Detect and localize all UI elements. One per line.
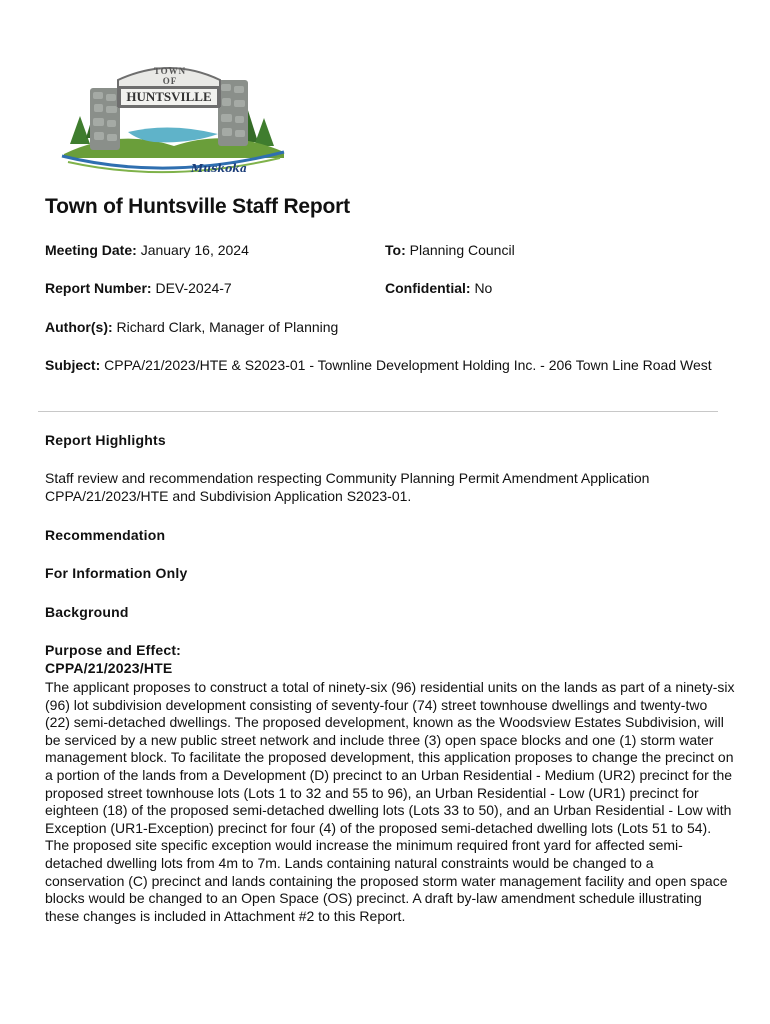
logo-top-text: TOWN OF <box>153 66 187 86</box>
confidential <box>385 279 492 297</box>
purpose-text: The applicant proposes to construct a total of ninety-six (96) residential units on the lands as part of a ninety-six (96) lot subdivision development consisting of seventy-four (74) street townhouse dwellings and twenty-two (22) semi-detached dwellings. The proposed development, known as the Woodsview Estates Subdivision, will be serviced by a new public street network and include three (3) open space blocks and one (1) storm water management block. To facilitate the proposed development, this application proposes to change the precinct on a portion of the lands from a Development (D) precinct to an Urban Residential - Medium (UR2) precinct for the proposed street townhouse lots (Lots 1 to 32 and 55 to 96), an Urban Residential - Low (UR1) precinct for eighteen (18) of the proposed semi-detached dwelling lots (Lots 33 to 50), and an Urban Residential - Low with Exception (UR1-Exception) precinct for four (4) of the proposed semi-detached dwelling lots (Lots 51 to 54). The proposed site specific exception would increase the minimum required front yard for affected semi-detached dwelling lots from 4m to 7m. Lands containing natural constraints would be changed to a conservation (C) precinct and lands containing the proposed storm water management facility and open space blocks would be changed to an Open Space (OS) precinct. A draft by-law amendment schedule illustrating these changes is included in Attachment #2 to this Report. <box>45 679 735 924</box>
header-divider <box>38 411 718 412</box>
authors-value: Richard Clark, Manager of Planning <box>116 319 339 335</box>
report-number-label: Report Number: <box>45 280 152 296</box>
purpose-heading: Purpose and Effect: <box>45 642 182 658</box>
town-logo <box>58 58 290 182</box>
meeting-date-value: January 16, 2024 <box>140 242 249 258</box>
report-number-value: DEV-2024-7 <box>155 280 232 296</box>
purpose-subheading: CPPA/21/2023/HTE <box>45 660 173 676</box>
subject-value: CPPA/21/2023/HTE & S2023-01 - Townline Development Holding Inc. - 206 Town Line Road West <box>104 357 712 373</box>
authors-label: Author(s): <box>45 319 113 335</box>
recipient-value: Planning Council <box>409 242 515 258</box>
meeting-date <box>45 241 249 259</box>
subject-label: Subject: <box>45 357 101 373</box>
highlights-text: Staff review and recommendation respecting Community Planning Permit Amendment Application CPPA/21/2023/HTE and Subdivision Application S2023-01. <box>45 470 650 504</box>
recipient <box>385 241 515 259</box>
logo-script-text: Muskoka <box>190 162 248 175</box>
confidential-value: No <box>474 280 493 296</box>
recipient-label: To: <box>385 242 406 258</box>
highlights-heading: Report Highlights <box>45 432 166 448</box>
meeting-date-label: Meeting Date: <box>45 242 137 258</box>
background-heading: Background <box>45 604 129 620</box>
information-heading: For Information Only <box>45 565 188 581</box>
logo-town-name: HUNTSVILLE <box>126 89 212 104</box>
subject <box>45 356 725 374</box>
report-number <box>45 279 232 297</box>
authors <box>45 318 338 336</box>
recommendation-heading: Recommendation <box>45 527 166 543</box>
confidential-label: Confidential: <box>385 280 471 296</box>
report-title: Town of Huntsville Staff Report <box>45 195 350 218</box>
